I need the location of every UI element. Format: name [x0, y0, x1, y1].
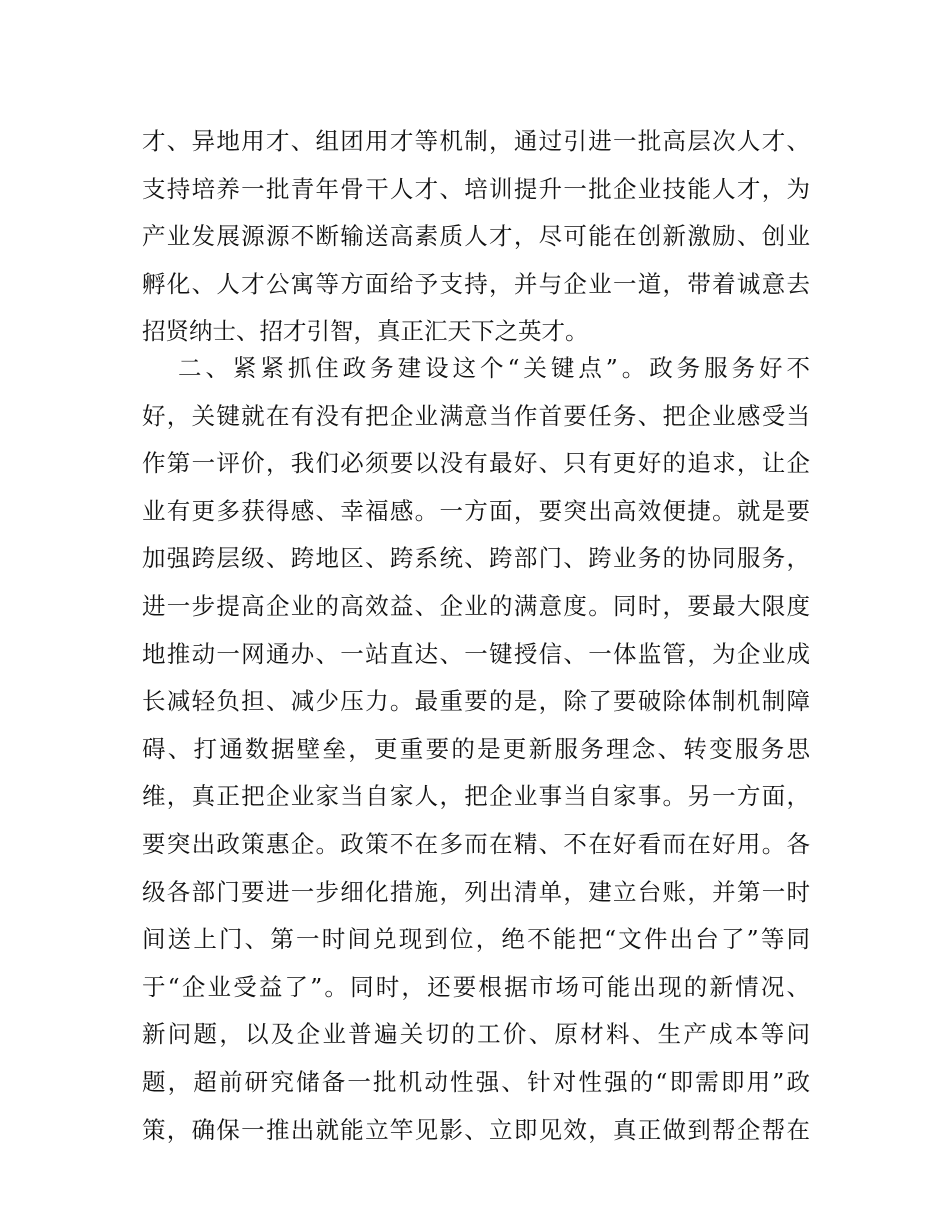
text-line: 产业发展源源不断输送高素质人才，尽可能在创新激励、创业	[142, 222, 810, 251]
text-line: 长减轻负担、减少压力。最重要的是，除了要破除体制机制障	[142, 687, 810, 716]
text-line: 碍、打通数据壁垒，更重要的是更新服务理念、转变服务思	[142, 734, 810, 763]
text-line: 加强跨层级、跨地区、跨系统、跨部门、跨业务的协同服务，	[142, 544, 810, 573]
text-line: 进一步提高企业的高效益、企业的满意度。同时，要最大限度	[142, 591, 810, 620]
text-line: 题，超前研究储备一批机动性强、针对性强的“即需即用”政	[142, 1067, 810, 1096]
section-heading-line: 二、紧紧抓住政务建设这个“关键点”。政务服务好不	[178, 354, 810, 382]
text-line: 级各部门要进一步细化措施，列出清单，建立台账，并第一时	[142, 877, 810, 906]
text-line: 招贤纳士、招才引智，真正汇天下之英才。	[142, 317, 589, 346]
text-line: 于“企业受益了”。同时，还要根据市场可能出现的新情况、	[142, 972, 810, 1001]
text-line: 孵化、人才公寓等方面给予支持，并与企业一道，带着诚意去	[142, 269, 810, 298]
paragraph-government-services	[142, 345, 810, 1154]
text-line: 地推动一网通办、一站直达、一键授信、一体监管，为企业成	[142, 639, 810, 668]
text-line: 作第一评价，我们必须要以没有最好、只有更好的追求，让企	[142, 449, 810, 478]
text-line: 维，真正把企业家当自家人，把企业事当自家事。另一方面，	[142, 782, 810, 811]
text-line: 新问题，以及企业普遍关切的工价、原材料、生产成本等问	[142, 1020, 810, 1049]
text-line: 间送上门、第一时间兑现到位，绝不能把“文件出台了”等同	[142, 925, 810, 954]
text-line: 好，关键就在有没有把企业满意当作首要任务、把企业感受当	[142, 401, 810, 430]
text-line: 策，确保一推出就能立竿见影、立即见效，真正做到帮企帮在	[142, 1115, 810, 1144]
paragraph-talent-mechanism	[142, 118, 810, 356]
text-line: 支持培养一批青年骨干人才、培训提升一批企业技能人才，为	[142, 174, 810, 203]
text-line: 才、异地用才、组团用才等机制，通过引进一批高层次人才、	[142, 127, 810, 155]
text-line: 业有更多获得感、幸福感。一方面，要突出高效便捷。就是要	[142, 496, 810, 525]
text-line: 要突出政策惠企。政策不在多而在精、不在好看而在好用。各	[142, 829, 810, 858]
